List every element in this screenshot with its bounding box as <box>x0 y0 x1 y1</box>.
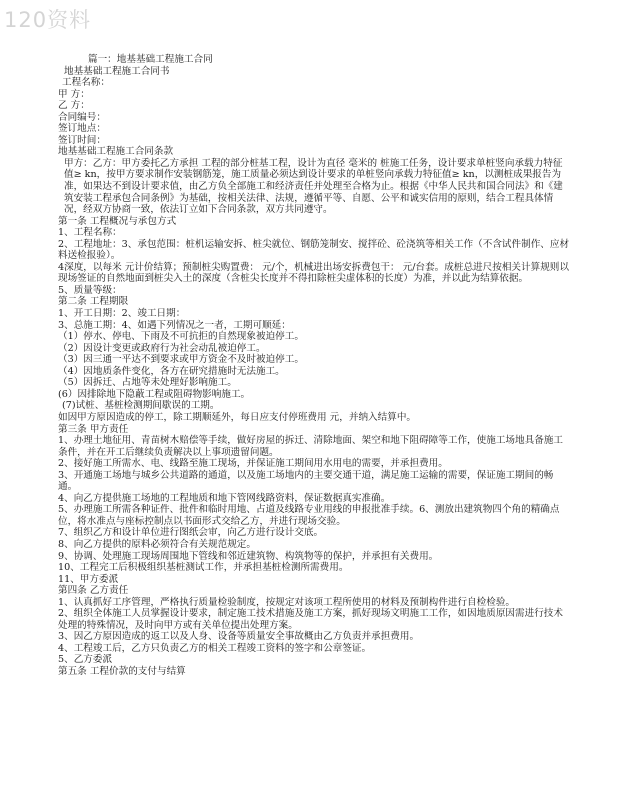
doc-line: 2、工程地址：3、承包范围：桩机运输安拆、桩尖就位、钢筋笼制安、搅拌砼、砼浇筑等相关工作（不含试件制作、应材料送检报验）。 <box>58 238 570 262</box>
doc-line: 5、乙方委派 <box>58 654 113 666</box>
doc-line: 第四条 乙方责任 <box>58 585 129 597</box>
doc-line: 地基基础工程施工合同书 <box>64 65 170 77</box>
doc-line: 5、办理施工所需各种证件、批件和临时用地、占道及线路专业用线的申报批准手续。6、测放出建筑物四个角的精确点位，将水准点与座标控制点以书面形式交给乙方，并进行现场交验。 <box>58 504 560 527</box>
doc-line: (6）因排除地下隐蔽工程或阻碍物影响施工。 <box>58 388 251 400</box>
doc-line: 工程名称： <box>62 77 110 89</box>
doc-line: 3、因乙方原因造成的返工以及人身、设备等质量安全事故概由乙方负责并承担费用。 <box>58 631 420 643</box>
doc-line: 9、协调、处理施工现场周围地下管线和邻近建筑物、构筑物等的保护，并承担有关费用。 <box>58 550 439 562</box>
doc-line: 2、组织全体施工人员掌握设计要求，制定施工技术措施及施工方案，抓好现场文明施工工作，如因地质原因需进行技术处理的特殊情况，及时向甲方或有关单位提出处理方案。 <box>58 608 563 631</box>
doc-line: 4深度，以每米 元计价结算；预制桩尖购置费： 元/个，机械进出场安拆费包干： 元/台套。成桩总进尺按相关计算规则以现场签证的自然地面到桩尖入土的深度（含桩尖长度并不得扣除桩尖虚体积的长度）为准，并以此为结算依据。 <box>58 261 569 285</box>
doc-line: 8、向乙方提供的原料必须符合有关规范规定。 <box>58 538 256 550</box>
doc-line: 第三条 甲方责任 <box>58 423 129 435</box>
doc-line: 3、开通施工场地与城乡公共道路的通道，以及施工场地内的主要交通干道，满足施工运输的需要，保证施工期间的畅通。 <box>58 469 554 493</box>
doc-line: （3）因三通一平达不到要求或甲方资金不及时被迫停工。 <box>58 354 304 366</box>
doc-line: 11、甲方委派 <box>58 573 119 585</box>
doc-line: 5、质量等级： <box>58 284 122 296</box>
doc-line: 4、工程竣工后，乙方只负责乙方的相关工程竣工资料的签字和公章签证。 <box>58 642 372 654</box>
doc-line: 1、开工日期：2、竣工日期： <box>58 308 186 320</box>
doc-line: 签订时间： <box>58 134 106 146</box>
doc-line: 1、工程名称： <box>58 227 122 239</box>
doc-line: 地基基础工程施工合同条款 <box>58 146 174 158</box>
doc-line: （2）因设计变更或政府行为社会动乱被迫停工。 <box>58 342 266 354</box>
doc-line: 2、接好施工所需水、电、线路至施工现场，并保证施工期间用水用电的需要，并承担费用。 <box>58 458 448 470</box>
doc-line: 乙 方： <box>58 100 90 112</box>
doc-line: 3、总施工期：4、如遇下列情况之一者，工期可顺延： <box>58 319 291 331</box>
doc-line: (7)试桩、基桩检测期间歇误的工期。 <box>62 400 220 412</box>
doc-line: 第一条 工程概况与承包方式 <box>58 215 177 227</box>
doc-line: 甲方：乙方：甲方委托乙方承担 工程的部分桩基工程，设计为直径 毫米的 桩施工任务，设计要求单桩竖向承载力特征值≥ kn，按甲方要求制作安装钢筋笼，施工质量必须达到设计要求的单桩竖向承载力特征值≥ kn，以测桩成果报告为准，如果达不到设计要求值，由乙方负全部施工和经济责任并处理至合格为止。根据《中华人民共和国合同法》和《建筑安装工程承包合同条例》为基础，按相关法律、法规，遵循平等、自愿、公平和诚实信用的原则，结合工程具体情况，经双方协商一致，依法订立如下合同条款，双方共同遵守。 <box>64 157 563 216</box>
doc-line: 第五条 工程价款的支付与结算 <box>58 665 186 677</box>
doc-line: 甲 方： <box>58 88 90 100</box>
doc-line: 1、认真抓好工序管理，严格执行质量检验制度，按规定对该项工程所使用的材料及预制构件进行自检检验。 <box>58 596 516 608</box>
doc-line: 第二条 工程期限 <box>58 296 129 308</box>
doc-line: 4、向乙方提供施工场地的工程地质和地下管网线路资料，保证数据真实准确。 <box>58 492 391 504</box>
contract-document <box>58 54 570 678</box>
watermark: 120资料 <box>4 8 92 32</box>
doc-line: （5）因拆迁、占地等未处理好影响施工。 <box>58 377 237 389</box>
doc-line: 合同编号： <box>58 111 106 123</box>
doc-line: 10、工程完工后积极组织基桩测试工作，并承担基桩检测所需费用。 <box>58 562 349 574</box>
doc-line: 如因甲方原因造成的停工，除工期顺延外，每日应支付停班费用 元，并纳入结算中。 <box>58 411 417 423</box>
doc-line: 签订地点： <box>58 123 106 135</box>
doc-line: （4）因地质条件变化，各方在研究措施时无法施工。 <box>58 365 285 377</box>
doc-line: （1）停水、停电、下雨及不可抗拒的自然现象被迫停工。 <box>58 331 304 343</box>
doc-line: 7、组织乙方和设计单位进行图纸会审，向乙方进行设计交底。 <box>58 527 324 539</box>
doc-line: 1、办理土地征用、青苗树木赔偿等手续，做好房屋的拆迁、清除地面、架空和地下阻碍障等工作，使施工场地具备施工条件，并在开工后继续负责解决以上事项遗留问题。 <box>58 435 563 458</box>
doc-line: 篇一：地基基础工程施工合同 <box>88 54 213 65</box>
